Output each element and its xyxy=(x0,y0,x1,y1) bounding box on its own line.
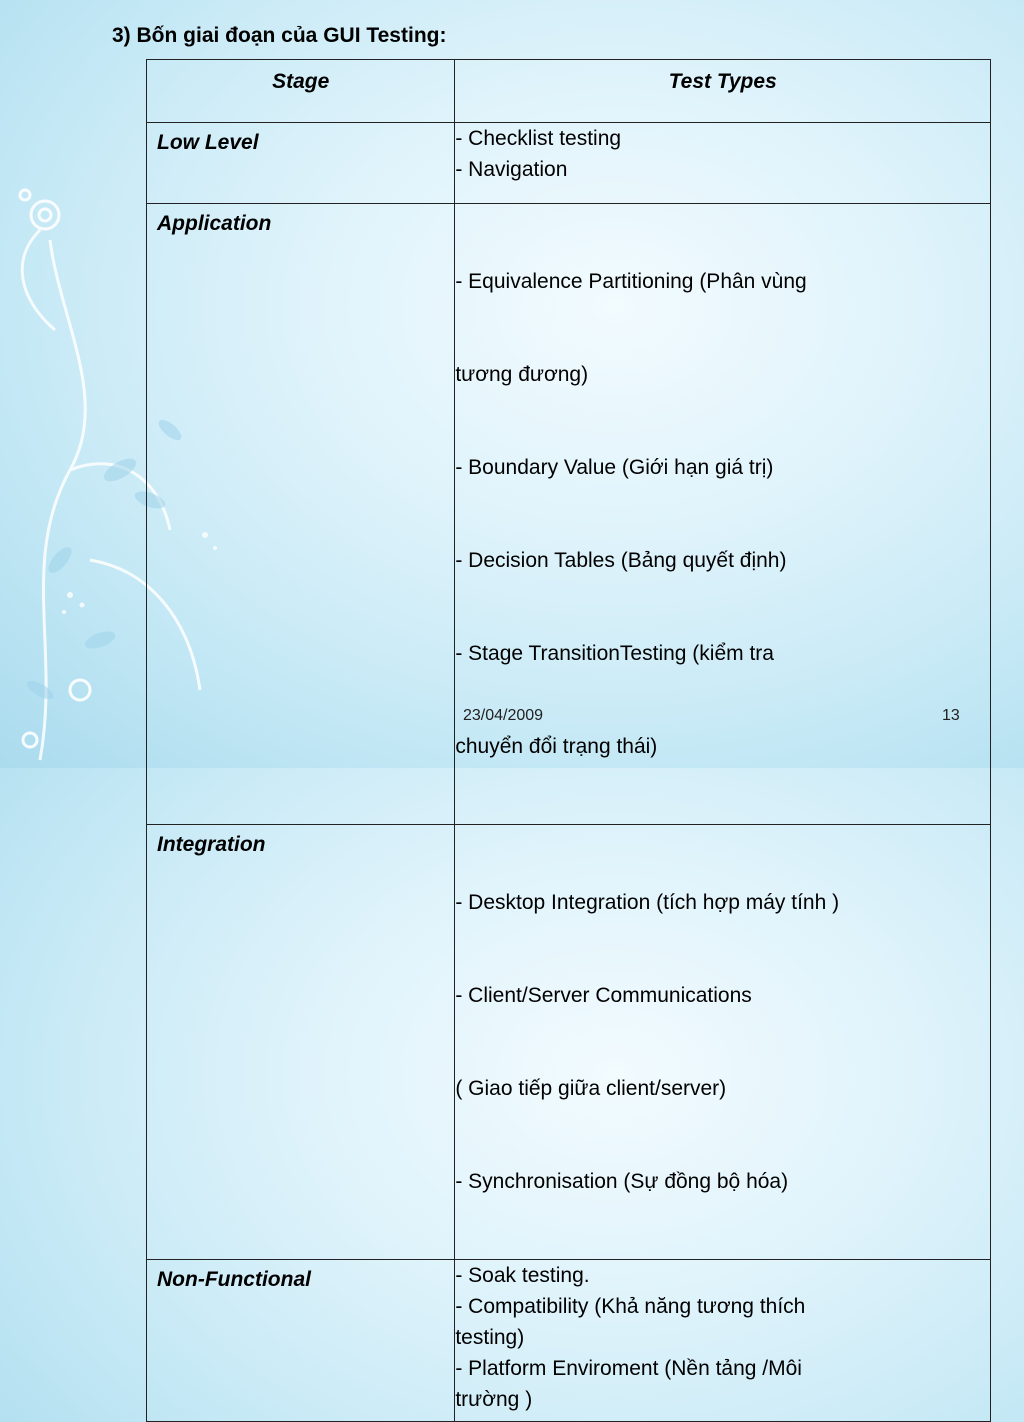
table-row xyxy=(147,1260,991,1422)
types-cell: - Checklist testing - Navigation xyxy=(455,123,991,204)
stage-cell: Non-Functional xyxy=(147,1260,455,1422)
table-header-row xyxy=(147,60,991,123)
types-cell: - Soak testing. - Compatibility (Khả năng tương thích testing) - Platform Enviroment (Nền tảng /Môi trường ) xyxy=(455,1260,991,1422)
header-stage: Stage xyxy=(147,60,455,123)
stage-cell: Integration xyxy=(147,825,455,1260)
footer-date: 23/04/2009 xyxy=(463,707,544,724)
page-number: 13 xyxy=(942,707,960,724)
table-row xyxy=(147,123,991,204)
stages-table xyxy=(146,59,991,1422)
table-row xyxy=(147,825,991,1260)
types-cell: - Desktop Integration (tích hợp máy tính ) - Client/Server Communications ( Giao tiếp giữa client/server) - Synchronisation (Sự đồng bộ hóa) xyxy=(455,825,991,1260)
header-test-types: Test Types xyxy=(455,60,991,123)
stage-cell: Application xyxy=(147,204,455,825)
stage-cell: Low Level xyxy=(147,123,455,204)
slide-title: 3) Bốn giai đoạn của GUI Testing: xyxy=(112,24,447,47)
table-row xyxy=(147,204,991,825)
types-cell: - Equivalence Partitioning (Phân vùng tương đương) - Boundary Value (Giới hạn giá trị) - Decision Tables (Bảng quyết định) - Stage TransitionTesting (kiểm tra chuyển đổi trạng thái) xyxy=(455,204,991,825)
